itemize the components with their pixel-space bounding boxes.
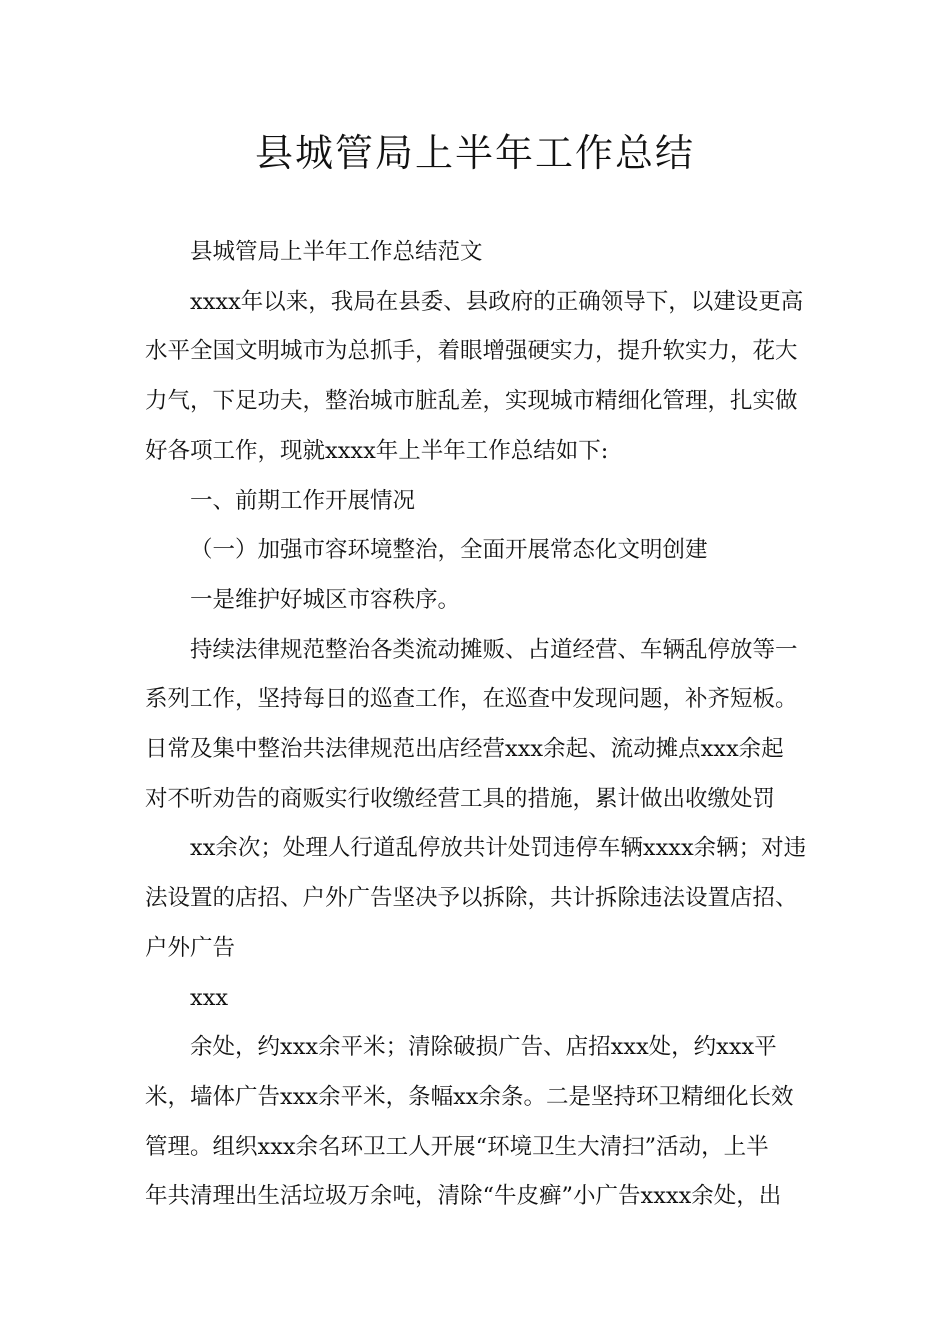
document-body: [145, 228, 807, 1222]
body-line: xx余次；处理人行道乱停放共计处罚违停车辆xxxx余辆；对违: [190, 835, 807, 862]
body-line: 管理。组织xxx余名环卫工人开展“环境卫生大清扫”活动，上半: [145, 1133, 769, 1160]
body-line: 水平全国文明城市为总抓手，着眼增强硬实力，提升软实力，花大: [145, 338, 798, 365]
body-line: 日常及集中整治共法律规范出店经营xxx余起、流动摊点xxx余起: [145, 736, 784, 763]
body-line: （一）加强市容环境整治，全面开展常态化文明创建: [190, 537, 708, 564]
body-line: 县城管局上半年工作总结范文: [190, 239, 483, 265]
body-line: 系列工作，坚持每日的巡查工作，在巡查中发现问题，补齐短板。: [145, 686, 798, 713]
body-line: 余处，约xxx余平米；清除破损广告、店招xxx处，约xxx平: [190, 1034, 777, 1061]
body-line: 法设置的店招、户外广告坚决予以拆除，共计拆除违法设置店招、: [145, 885, 798, 912]
body-line: xxx: [190, 984, 229, 1011]
body-line: 一是维护好城区市容秩序。: [190, 586, 461, 613]
body-line: 一、前期工作开展情况: [190, 487, 416, 514]
body-line: 年共清理出生活垃圾万余吨，清除“牛皮癣”小广告xxxx余处，出: [145, 1183, 782, 1210]
document-title: 县城管局上半年工作总结: [254, 131, 695, 175]
body-line: xxxx年以来，我局在县委、县政府的正确领导下，以建设更高: [190, 288, 804, 315]
body-line: 好各项工作，现就xxxx年上半年工作总结如下:: [145, 437, 609, 464]
body-line: 力气，下足功夫，整治城市脏乱差，实现城市精细化管理，扎实做: [145, 388, 798, 415]
body-line: 持续法律规范整治各类流动摊贩、占道经营、车辆乱停放等一: [190, 636, 798, 663]
body-line: 米，墙体广告xxx余平米，条幅xx余条。二是坚持环卫精细化长效: [145, 1083, 794, 1110]
body-line: 户外广告: [145, 934, 236, 961]
body-line: 对不听劝告的商贩实行收缴经营工具的措施，累计做出收缴处罚: [145, 785, 776, 812]
